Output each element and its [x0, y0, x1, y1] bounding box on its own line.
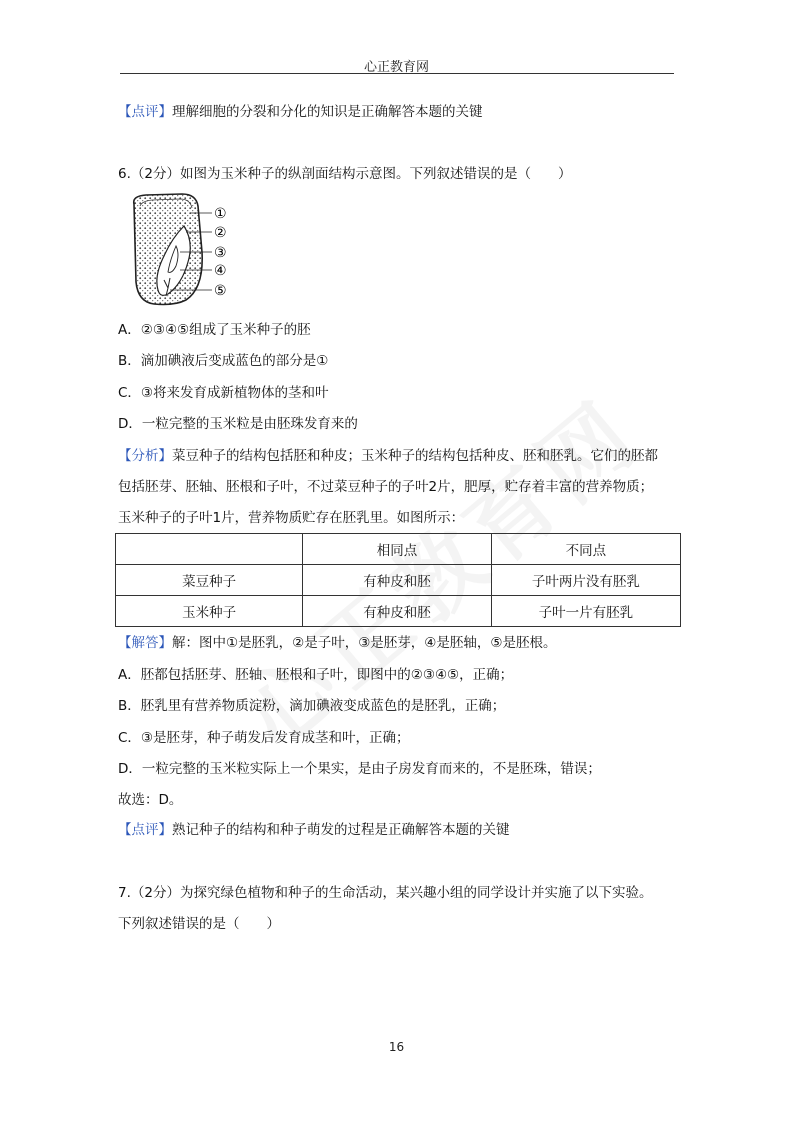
answer-line-a: A．胚都包括胚芽、胚轴、胚根和子叶，即图中的②③④⑤，正确； [118, 667, 514, 683]
page-header: 心正教育网 [363, 60, 429, 75]
q6-option-b: B．滴加碘液后变成蓝色的部分是① [118, 353, 329, 369]
analysis-line-1 [118, 446, 658, 466]
figure-label-3: ③ [214, 245, 227, 261]
table-header-cell: 不同点 [491, 534, 680, 565]
corn-seed-figure [124, 192, 244, 310]
analysis-line-2: 包括胚芽、胚轴、胚根和子叶，不过菜豆种子的子叶2片，肥厚，贮存着丰富的营养物质； [118, 479, 654, 495]
table-header-row [116, 534, 681, 565]
analysis-text: 菜豆种子的结构包括胚和种皮；玉米种子的结构包括种皮、胚和胚乳。它们的胚都 [172, 448, 658, 464]
answer-line-d: D．一粒完整的玉米粒实际上一个果实，是由子房发育而来的，不是胚珠，错误； [118, 761, 601, 777]
answer-tag: 【解答】 [118, 635, 172, 651]
q7-stem-line-2: 下列叙述错误的是（ ） [118, 916, 280, 932]
comment-text: 熟记种子的结构和种子萌发的过程是正确解答本题的关键 [172, 822, 510, 838]
table-cell: 有种皮和胚 [303, 596, 491, 627]
figure-label-4: ④ [214, 263, 227, 279]
answer-line-1 [118, 633, 557, 653]
q6-option-c: C．③将来发育成新植物体的茎和叶 [118, 385, 329, 401]
figure-label-2: ② [214, 225, 227, 241]
table-header-cell [116, 534, 303, 565]
header-rule [120, 73, 674, 74]
q6-option-a: A．②③④⑤组成了玉米种子的胚 [118, 322, 311, 338]
comparison-table [115, 533, 681, 627]
q6-option-d: D．一粒完整的玉米粒是由胚珠发育来的 [118, 416, 358, 432]
answer-text: 解：图中①是胚乳，②是子叶，③是胚芽，④是胚轴，⑤是胚根。 [172, 635, 557, 651]
table-cell: 玉米种子 [116, 596, 303, 627]
q7-stem-line-1: 7.（2分）为探究绿色植物和种子的生命活动，某兴趣小组的同学设计并实施了以下实验。 [118, 885, 653, 901]
answer-choice: 故选：D。 [118, 792, 183, 808]
q6-comment [118, 820, 510, 840]
analysis-line-3: 玉米种子的子叶1片，营养物质贮存在胚乳里。如图所示： [118, 510, 465, 526]
analysis-tag: 【分析】 [118, 448, 172, 464]
q5-comment [118, 102, 483, 122]
answer-line-c: C．③是胚芽，种子萌发后发育成茎和叶，正确； [118, 730, 410, 746]
table-row [116, 565, 681, 596]
figure-label-5: ⑤ [214, 283, 227, 299]
table-cell: 有种皮和胚 [303, 565, 491, 596]
figure-label-1: ① [214, 206, 227, 222]
page-number: 16 [388, 1040, 405, 1054]
table-cell: 菜豆种子 [116, 565, 303, 596]
table-row [116, 596, 681, 627]
table-header-cell: 相同点 [303, 534, 491, 565]
corn-seed-diagram [124, 192, 244, 310]
comment-tag: 【点评】 [118, 104, 172, 120]
answer-line-b: B．胚乳里有营养物质淀粉，滴加碘液变成蓝色的是胚乳，正确； [118, 698, 506, 714]
comment-text: 理解细胞的分裂和分化的知识是正确解答本题的关键 [172, 104, 483, 120]
comment-tag: 【点评】 [118, 822, 172, 838]
table-cell: 子叶一片有胚乳 [491, 596, 680, 627]
table-cell: 子叶两片没有胚乳 [491, 565, 680, 596]
q6-stem: 6.（2分）如图为玉米种子的纵剖面结构示意图。下列叙述错误的是（ ） [118, 166, 572, 182]
